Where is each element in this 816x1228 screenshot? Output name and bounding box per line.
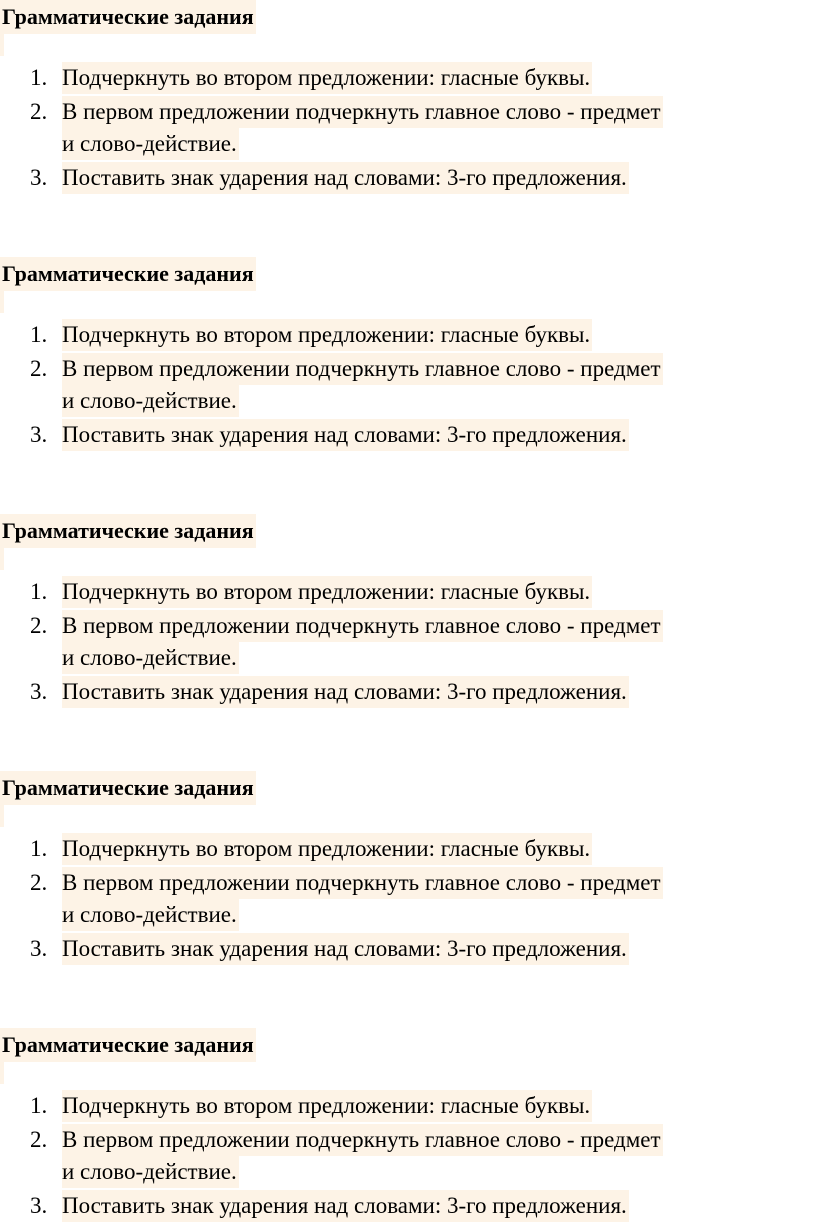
task-block (0, 257, 816, 457)
highlight-mark (0, 805, 4, 827)
list-number: 1. (30, 322, 48, 347)
task-text-continuation: и слово-действие. (62, 128, 239, 160)
task-text-continuation: и слово-действие. (62, 642, 239, 674)
task-text: В первом предложении подчеркнуть главное слово - предмет (62, 867, 663, 899)
block-heading: Грамматические задания (0, 514, 256, 548)
block-heading: Грамматические задания (0, 1028, 256, 1062)
list-number: 3. (30, 679, 48, 704)
list-number: 3. (30, 1193, 48, 1218)
task-text-continuation: и слово-действие. (62, 1156, 239, 1188)
task-text: Поставить знак ударения над словами: 3-го предложения. (62, 933, 629, 965)
task-text-continuation: и слово-действие. (62, 899, 239, 931)
task-text-continuation: и слово-действие. (62, 385, 239, 417)
list-number: 2. (30, 1127, 48, 1152)
block-heading-wrap (0, 1028, 256, 1062)
task-text: Подчеркнуть во втором предложении: гласные буквы. (62, 576, 592, 608)
list-number: 2. (30, 613, 48, 638)
list-number: 3. (30, 165, 48, 190)
task-text: В первом предложении подчеркнуть главное слово - предмет (62, 610, 663, 642)
list-number: 1. (30, 65, 48, 90)
block-heading-wrap (0, 257, 256, 291)
block-heading-wrap (0, 514, 256, 548)
task-text: В первом предложении подчеркнуть главное слово - предмет (62, 96, 663, 128)
task-text: В первом предложении подчеркнуть главное слово - предмет (62, 353, 663, 385)
highlight-mark (0, 291, 4, 313)
highlight-mark (0, 1062, 4, 1084)
list-number: 2. (30, 99, 48, 124)
highlight-mark (0, 34, 4, 56)
task-text: Подчеркнуть во втором предложении: гласные буквы. (62, 1090, 592, 1122)
block-heading-wrap (0, 0, 256, 34)
list-number: 1. (30, 579, 48, 604)
task-block (0, 0, 816, 200)
list-number: 3. (30, 936, 48, 961)
task-text: Подчеркнуть во втором предложении: гласные буквы. (62, 833, 592, 865)
list-number: 2. (30, 356, 48, 381)
task-text: Подчеркнуть во втором предложении: гласные буквы. (62, 319, 592, 351)
task-text: Подчеркнуть во втором предложении: гласные буквы. (62, 62, 592, 94)
list-number: 2. (30, 870, 48, 895)
block-heading: Грамматические задания (0, 0, 256, 34)
task-text: В первом предложении подчеркнуть главное слово - предмет (62, 1124, 663, 1156)
block-heading: Грамматические задания (0, 257, 256, 291)
task-text: Поставить знак ударения над словами: 3-го предложения. (62, 1190, 629, 1222)
task-block (0, 1028, 816, 1228)
list-number: 1. (30, 1093, 48, 1118)
task-block (0, 514, 816, 714)
task-text: Поставить знак ударения над словами: 3-го предложения. (62, 419, 629, 451)
task-text: Поставить знак ударения над словами: 3-го предложения. (62, 162, 629, 194)
block-heading-wrap (0, 771, 256, 805)
block-heading: Грамматические задания (0, 771, 256, 805)
task-block (0, 771, 816, 971)
list-number: 1. (30, 836, 48, 861)
highlight-mark (0, 548, 4, 570)
task-text: Поставить знак ударения над словами: 3-го предложения. (62, 676, 629, 708)
list-number: 3. (30, 422, 48, 447)
